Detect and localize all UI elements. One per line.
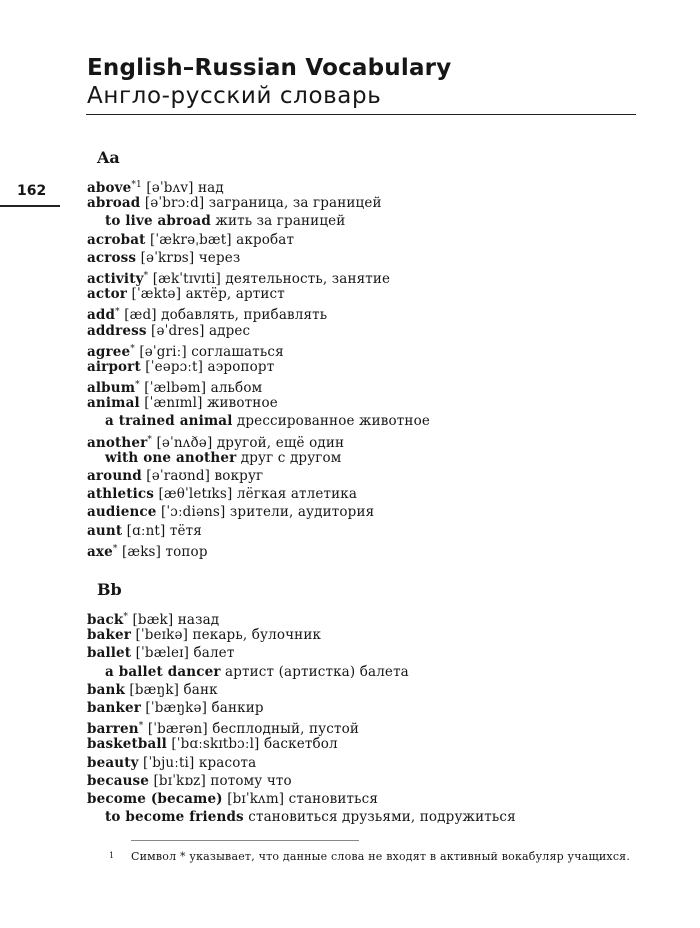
vocabulary-entry [87, 431, 430, 449]
transcription: [əˈnʌðə] [156, 434, 213, 451]
translation: заграница, за границей [208, 195, 382, 212]
vocabulary-entry [87, 340, 430, 358]
phrase-entry [87, 412, 430, 430]
vocabulary-entry [87, 699, 516, 717]
headword: agree [87, 343, 131, 360]
translation: бесплодный, пустой [212, 721, 360, 738]
usage-mark: * [147, 434, 153, 445]
transcription: [ˈbæŋkə] [145, 699, 208, 716]
headword: baker [87, 627, 131, 644]
footnote-divider [131, 840, 359, 841]
headword: banker [87, 699, 141, 716]
transcription: [ˈbærən] [147, 721, 208, 738]
headword: aunt [87, 522, 123, 539]
transcription: [ˈeəpɔːt] [145, 358, 204, 375]
headword: animal [87, 395, 140, 412]
headword: basketball [87, 736, 167, 753]
headword: athletics [87, 486, 155, 503]
transcription: [ˈbɑːskɪtbɔːl] [171, 736, 260, 753]
section-letter-b: Bb [97, 580, 122, 599]
page-number-rule [0, 205, 60, 207]
page-title-english: English–Russian Vocabulary [87, 55, 452, 81]
transcription: [bæk] [132, 612, 174, 628]
headword: across [87, 249, 137, 266]
usage-mark: * [138, 721, 144, 732]
phrase-entry [87, 808, 516, 826]
headword: abroad [87, 195, 141, 212]
headword: with one another [105, 449, 237, 466]
vocabulary-entry [87, 194, 430, 212]
vocabulary-entry [87, 772, 516, 790]
headword: barren [87, 721, 139, 738]
headword: actor [87, 286, 128, 303]
translation: банк [183, 681, 218, 698]
headword: because [87, 772, 150, 789]
transcription: [əˈbʌv] [146, 180, 194, 196]
transcription: [əˈdres] [151, 322, 205, 339]
vocabulary-entry [87, 540, 430, 558]
translation: через [198, 249, 241, 266]
page-title-russian: Англо-русский словарь [87, 83, 382, 109]
headword: around [87, 468, 142, 484]
headword: activity [87, 270, 144, 287]
vocabulary-entry [87, 322, 430, 340]
translation: дрессированное животное [236, 413, 430, 430]
usage-mark: * [112, 543, 118, 554]
headword: audience [87, 504, 157, 521]
vocabulary-entry [87, 735, 516, 753]
translation: животное [206, 395, 278, 412]
vocabulary-entry [87, 790, 516, 808]
translation: тётя [169, 522, 202, 539]
transcription: [əˈgriː] [139, 343, 187, 360]
phrase-entry [87, 449, 430, 467]
headword: airport [87, 358, 141, 375]
translation: адрес [208, 322, 251, 339]
headword: a ballet dancer [105, 663, 221, 680]
transcription: [əˈbrɔːd] [144, 195, 205, 212]
headword: album [87, 380, 136, 397]
transcription: [əˈkrɒs] [140, 249, 195, 266]
vocabulary-entry [87, 267, 430, 285]
translation: лёгкая атлетика [236, 486, 358, 503]
phrase-entry [87, 212, 430, 230]
transcription: [ˈænɪml] [144, 395, 203, 412]
phrase-entry [87, 663, 516, 681]
vocabulary-list-a [87, 176, 430, 558]
vocabulary-entry [87, 644, 516, 662]
footnote-number: 1 [109, 851, 115, 860]
usage-mark: *1 [131, 180, 142, 190]
translation: банкир [211, 699, 264, 716]
page-number: 162 [17, 183, 47, 199]
translation: соглашаться [191, 343, 284, 360]
vocabulary-entry [87, 754, 516, 772]
transcription: [bɪˈkɒz] [153, 772, 206, 789]
translation: акробат [236, 231, 295, 248]
translation: становиться [288, 790, 379, 807]
usage-mark: * [130, 343, 135, 354]
usage-mark: * [135, 380, 140, 391]
header-divider [86, 114, 636, 115]
vocabulary-entry [87, 176, 430, 194]
transcription: [əˈraʊnd] [146, 468, 211, 484]
transcription: [ækˈtɪvɪti] [152, 270, 221, 287]
translation: жить за границей [215, 213, 346, 230]
headword: axe [87, 543, 113, 560]
translation: альбом [210, 380, 263, 397]
headword: add [87, 307, 116, 324]
vocabulary-entry [87, 503, 430, 521]
transcription: [æks] [121, 543, 162, 560]
vocabulary-entry [87, 608, 516, 626]
vocabulary-entry [87, 467, 430, 485]
transcription: [bæŋk] [129, 681, 180, 698]
headword: acrobat [87, 231, 146, 248]
translation: другой, ещё один [216, 434, 345, 451]
headword: ballet [87, 645, 132, 662]
translation: потому что [210, 772, 292, 789]
vocabulary-entry [87, 394, 430, 412]
translation: красота [198, 754, 257, 771]
vocabulary-entry [87, 285, 430, 303]
translation: пекарь, булочник [192, 627, 322, 644]
headword: bank [87, 681, 125, 698]
translation: вокруг [214, 468, 264, 484]
translation: становиться друзьями, подружиться [248, 809, 516, 826]
translation: добавлять, прибавлять [161, 307, 328, 324]
transcription: [ˈbæleɪ] [135, 645, 190, 662]
translation: аэропорт [207, 358, 275, 375]
headword: become (became) [87, 790, 223, 807]
headword: beauty [87, 754, 139, 771]
headword: back [87, 612, 124, 628]
vocabulary-entry [87, 358, 430, 376]
usage-mark: * [115, 307, 120, 318]
translation: деятельность, занятие [225, 270, 391, 287]
vocabulary-entry [87, 249, 430, 267]
transcription: [ˈbeɪkə] [135, 627, 189, 644]
translation: назад [177, 612, 220, 628]
transcription: [bɪˈkʌm] [227, 790, 285, 807]
translation: над [198, 180, 224, 196]
translation: топор [165, 543, 208, 560]
headword: a trained animal [105, 413, 233, 430]
footnote-text: Символ * указывает, что данные слова не входят в активный вокабуляр учащихся. [131, 850, 631, 863]
headword: address [87, 322, 147, 339]
transcription: [ˈbjuːti] [143, 754, 195, 771]
headword: above [87, 180, 132, 196]
vocabulary-entry [87, 681, 516, 699]
headword: to live abroad [105, 213, 211, 230]
transcription: [ˈælbəm] [144, 380, 207, 397]
transcription: [ɑːnt] [126, 522, 166, 539]
usage-mark: * [123, 612, 129, 622]
headword: to become friends [105, 809, 244, 826]
transcription: [ˈæktə] [131, 286, 182, 303]
translation: зрители, аудитория [229, 504, 375, 521]
transcription: [æθˈletɪks] [158, 486, 233, 503]
vocabulary-entry [87, 626, 516, 644]
headword: another [87, 434, 148, 451]
vocabulary-entry [87, 303, 430, 324]
usage-mark: * [143, 270, 149, 281]
translation: друг с другом [240, 449, 342, 466]
translation: балет [193, 645, 235, 662]
translation: актёр, артист [185, 286, 285, 303]
transcription: [ˈɔːdiəns] [161, 504, 226, 521]
section-letter-a: Aa [97, 148, 120, 167]
vocabulary-entry [87, 717, 516, 738]
vocabulary-entry [87, 231, 430, 249]
vocabulary-list-b [87, 608, 516, 826]
transcription: [æd] [124, 307, 157, 324]
vocabulary-entry [87, 485, 430, 503]
vocabulary-entry [87, 522, 430, 540]
vocabulary-entry [87, 376, 430, 397]
translation: артист (артистка) балета [225, 663, 409, 680]
transcription: [ˈækrəˌbæt] [150, 231, 232, 248]
translation: баскетбол [263, 736, 338, 753]
